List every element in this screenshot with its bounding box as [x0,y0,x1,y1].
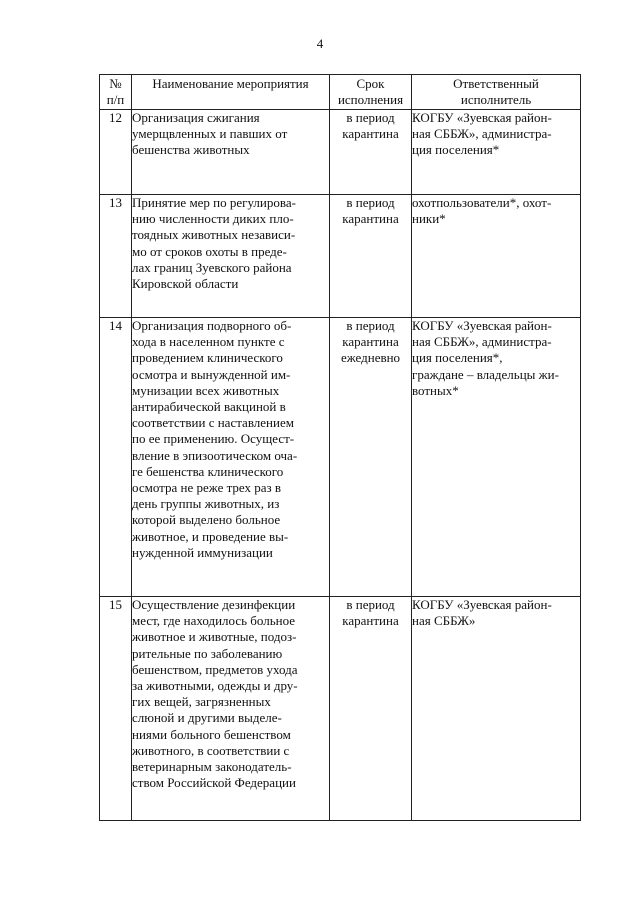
text-line: ством Российской Федерации [132,775,296,791]
text-line: Организация подворного об- [132,318,292,333]
measure-name [132,110,330,195]
text-line: КОГБУ «Зуевская район- [412,110,552,125]
measure-term [330,318,412,597]
table-header-row [100,75,581,110]
text-line: Срок [356,76,385,91]
header-term [330,75,412,110]
text-line: животное и животные, подоз- [132,629,297,645]
text-line: ге бешенства клинического [132,463,284,479]
text-line: в период [346,597,395,612]
text-line: Осуществление дезинфекции [132,597,296,612]
text-line: мунизации всех животных [132,382,280,398]
measures-table [99,74,581,821]
text-line: ция поселения* [412,142,500,158]
measure-term [330,195,412,318]
text-line: охотпользователи*, охот- [412,195,552,210]
text-line: ная СББЖ», администра- [412,126,552,142]
table-row [100,195,581,318]
table-row [100,110,581,195]
text-line: № [109,76,122,91]
text-line: исполнитель [460,92,532,108]
text-line: ная СББЖ», администра- [412,334,552,350]
text-line: в период [346,195,395,210]
text-line: по ее применению. Осущест- [132,431,295,447]
measure-name [132,318,330,597]
text-line: граждане – владельцы жи- [412,366,559,382]
text-line: антирабической вакциной в [132,399,286,415]
measure-term [330,110,412,195]
row-number: 12 [100,110,132,195]
table-row [100,318,581,597]
text-line: Организация сжигания [132,110,260,125]
text-line: КОГБУ «Зуевская район- [412,597,552,612]
header-number [100,75,132,110]
text-line: Кировской области [132,276,239,292]
table-row [100,597,581,821]
measure-name [132,195,330,318]
text-line: соответствии с наставлением [132,415,294,431]
text-line: слюной и другими выделе- [132,710,282,726]
text-line: вление в эпизоотическом оча- [132,447,298,463]
measure-term [330,597,412,821]
row-number: 15 [100,597,132,821]
text-line: которой выделено больное [132,512,281,528]
text-line: нию численности диких пло- [132,211,294,227]
text-line: проведением клинического [132,350,283,366]
text-line: ежедневно [340,350,401,366]
text-line: бешенства животных [132,142,250,158]
measure-name [132,597,330,821]
text-line: ниями больного бешенством [132,726,291,742]
text-line: исполнения [337,92,404,108]
header-executor [412,75,581,110]
text-line: карантина [342,613,399,629]
text-line: вотных* [412,382,459,398]
text-line: осмотра не реже трех раз в [132,480,282,496]
text-line: гих вещей, загрязненных [132,694,271,710]
measure-executor [412,318,581,597]
page-number: 4 [316,36,324,51]
text-line: ция поселения*, [412,350,503,366]
text-line: Ответственный [453,76,539,91]
row-number: 13 [100,195,132,318]
text-line: ная СББЖ» [412,613,476,629]
measure-executor [412,597,581,821]
text-line: рительные по заболеванию [132,645,283,661]
text-line: за животными, одежды и дру- [132,678,298,694]
text-line: в период [346,110,395,125]
text-line: карантина [342,126,399,142]
text-line: тоядных животных независи- [132,227,296,243]
measure-executor [412,195,581,318]
text-line: Принятие мер по регулирова- [132,195,296,210]
header-name [132,75,330,110]
text-line: КОГБУ «Зуевская район- [412,318,552,333]
text-line: хода в населенном пункте с [132,334,285,350]
text-line: животного, в соответствии с [132,742,290,758]
text-line: карантина [342,334,399,350]
measure-executor [412,110,581,195]
text-line: животное, и проведение вы- [132,528,289,544]
text-line: осмотра и вынужденной им- [132,366,291,382]
row-number: 14 [100,318,132,597]
text-line: нужденной иммунизации [132,544,273,560]
text-line: в период [346,318,395,333]
text-line: мо от сроков охоты в преде- [132,243,287,259]
text-line: день группы животных, из [132,496,280,512]
text-line: ники* [412,211,446,227]
text-line: мест, где находилось больное [132,613,296,629]
text-line: ветеринарным законодатель- [132,759,292,775]
text-line: п/п [106,92,125,108]
text-line: бешенством, предметов ухода [132,661,298,677]
text-line: лах границ Зуевского района [132,259,292,275]
text-line: умерщвленных и павших от [132,126,288,142]
text-line: Наименование мероприятия [152,76,309,91]
text-line: карантина [342,211,399,227]
